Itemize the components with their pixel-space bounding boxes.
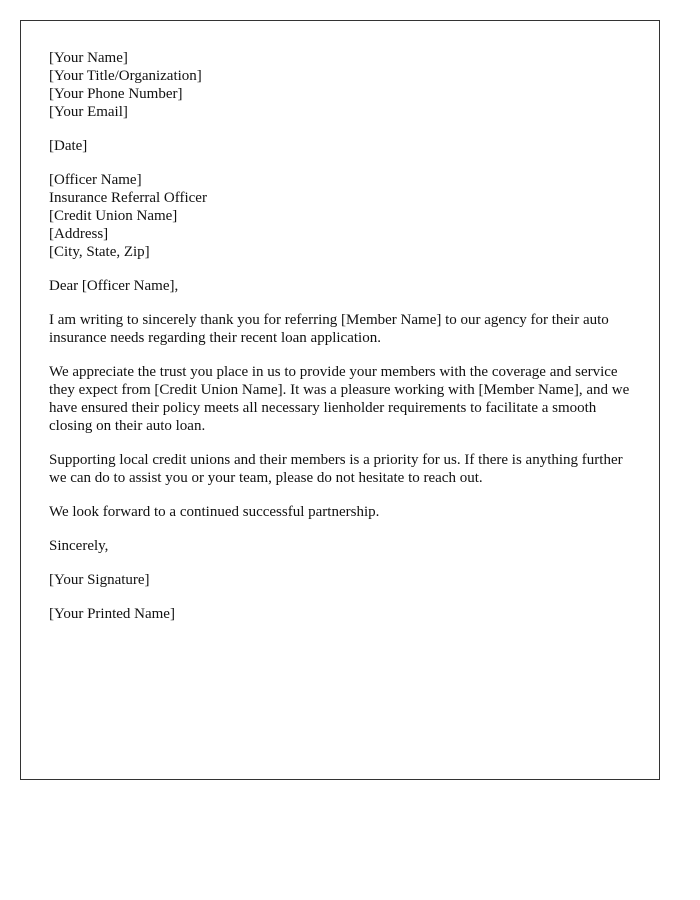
closing: Sincerely, [49, 538, 109, 554]
recipient-title: Insurance Referral Officer [49, 190, 207, 206]
body-paragraph-2: We appreciate the trust you place in us to provide your members with the coverage and service they expect from [Credit Union Name]. It was a pleasure working with [Member Name], and we have ensured their policy meets all necessary lienholder requirements to facilitate a smooth closing on their auto loan. [49, 364, 630, 434]
body-paragraph-4: We look forward to a continued successful partnership. [49, 504, 380, 520]
printed-name: [Your Printed Name] [49, 606, 175, 622]
recipient-name: [Officer Name] [49, 172, 142, 188]
sender-phone: [Your Phone Number] [49, 86, 183, 102]
signature: [Your Signature] [49, 572, 150, 588]
sender-email: [Your Email] [49, 104, 128, 120]
sender-block [49, 49, 639, 121]
salutation: Dear [Officer Name], [49, 278, 179, 294]
recipient-address: [Address] [49, 226, 109, 242]
body-paragraph-3: Supporting local credit unions and their members is a priority for us. If there is anything further we can do to assist you or your team, please do not hesitate to reach out. [49, 452, 623, 486]
date: [Date] [49, 138, 88, 154]
sender-title: [Your Title/Organization] [49, 68, 202, 84]
body-paragraph-1: I am writing to sincerely thank you for referring [Member Name] to our agency for their auto insurance needs regarding their recent loan application. [49, 312, 609, 346]
recipient-city-state-zip: [City, State, Zip] [49, 244, 150, 260]
recipient-organization: [Credit Union Name] [49, 208, 178, 224]
recipient-block [49, 171, 639, 261]
sender-name: [Your Name] [49, 50, 128, 66]
letter-content [49, 49, 639, 639]
letter-page [20, 20, 660, 780]
